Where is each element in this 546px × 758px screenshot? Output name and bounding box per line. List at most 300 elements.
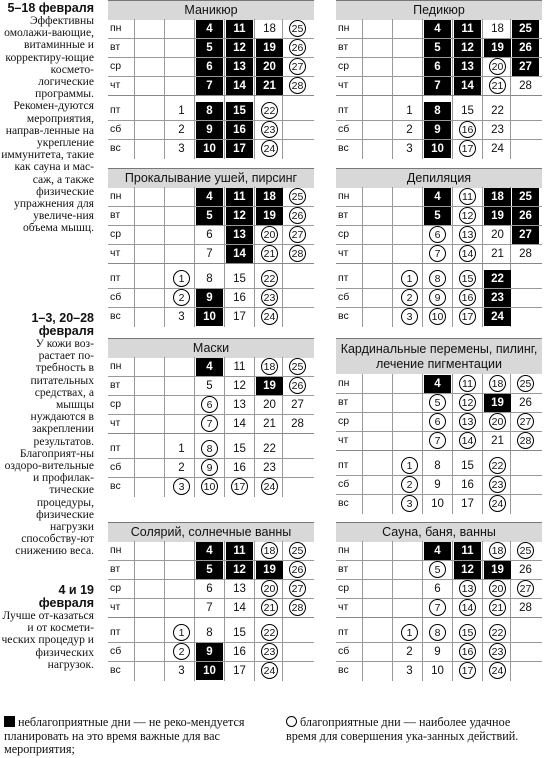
day-number: 8 bbox=[206, 627, 213, 639]
day-number: 24 bbox=[489, 495, 506, 512]
day-unfavorable bbox=[226, 121, 253, 139]
weekday-label: чт bbox=[338, 601, 349, 613]
day-number: 9 bbox=[434, 124, 441, 136]
circle-icon bbox=[286, 716, 297, 727]
day-number: 18 bbox=[263, 23, 276, 35]
week-row bbox=[108, 642, 314, 661]
day-number: 23 bbox=[491, 292, 504, 304]
day-number: 3 bbox=[406, 143, 413, 155]
weekday-label: пн bbox=[110, 22, 122, 34]
panel-title: Солярий, солнечные ванны bbox=[108, 522, 314, 542]
day-number: 24 bbox=[491, 143, 504, 155]
day-unfavorable bbox=[424, 58, 451, 76]
day-number: 12 bbox=[459, 394, 476, 411]
day-number: 7 bbox=[434, 80, 441, 92]
week-row bbox=[108, 458, 314, 477]
day-number: 20 bbox=[489, 413, 506, 430]
day-number: 9 bbox=[206, 124, 213, 136]
day-number: 17 bbox=[459, 662, 476, 679]
day-favorable bbox=[396, 457, 423, 475]
day-number: 26 bbox=[519, 564, 532, 576]
week-row bbox=[108, 357, 314, 376]
day-number: 8 bbox=[429, 270, 446, 287]
day-neutral bbox=[256, 20, 283, 38]
day-favorable bbox=[484, 58, 511, 76]
day-number: 5 bbox=[206, 210, 213, 222]
weekday-label: пн bbox=[338, 544, 350, 556]
week-row bbox=[108, 560, 314, 579]
day-number: 21 bbox=[491, 435, 504, 447]
day-number: 10 bbox=[431, 498, 444, 510]
week-row bbox=[108, 307, 314, 326]
day-number: 23 bbox=[261, 289, 278, 306]
day-number: 18 bbox=[261, 358, 278, 375]
day-favorable bbox=[196, 396, 223, 414]
week-row bbox=[108, 101, 314, 120]
day-unfavorable bbox=[454, 20, 481, 38]
day-unfavorable bbox=[226, 245, 253, 263]
black-square-icon bbox=[4, 716, 15, 727]
day-neutral bbox=[424, 580, 451, 598]
day-number: 13 bbox=[233, 399, 246, 411]
day-favorable bbox=[454, 226, 481, 244]
week-row bbox=[108, 661, 314, 680]
day-number: 3 bbox=[173, 478, 190, 495]
panel-title: Прокалывание ушей, пирсинг bbox=[108, 168, 314, 188]
day-neutral bbox=[454, 495, 481, 513]
day-number: 10 bbox=[203, 143, 216, 155]
day-number: 8 bbox=[434, 460, 441, 472]
day-unfavorable bbox=[196, 542, 223, 560]
day-number: 27 bbox=[519, 61, 532, 73]
day-favorable bbox=[454, 121, 481, 139]
day-number: 3 bbox=[406, 665, 413, 677]
day-favorable bbox=[196, 440, 223, 458]
day-number: 28 bbox=[289, 245, 306, 262]
day-number: 11 bbox=[459, 188, 476, 205]
day-favorable bbox=[424, 394, 451, 412]
day-number: 28 bbox=[519, 248, 532, 260]
day-number: 6 bbox=[206, 229, 213, 241]
day-neutral bbox=[256, 440, 283, 458]
week-row bbox=[336, 269, 542, 288]
week-row bbox=[336, 38, 542, 57]
day-neutral bbox=[396, 102, 423, 120]
weekday-label: пт bbox=[338, 272, 349, 284]
day-number: 20 bbox=[263, 61, 276, 73]
weekday-label: вт bbox=[338, 563, 349, 575]
day-neutral bbox=[196, 226, 223, 244]
panel-title: Сауна, баня, ванны bbox=[336, 522, 542, 542]
day-favorable bbox=[454, 375, 481, 393]
day-number: 14 bbox=[459, 245, 476, 262]
week-row bbox=[108, 598, 314, 617]
day-favorable bbox=[168, 289, 195, 307]
day-unfavorable bbox=[484, 561, 511, 579]
weekday-label: вт bbox=[110, 563, 121, 575]
day-neutral bbox=[256, 415, 283, 433]
day-number: 16 bbox=[459, 643, 476, 660]
day-number: 25 bbox=[289, 358, 306, 375]
day-unfavorable bbox=[484, 188, 511, 206]
day-number: 1 bbox=[178, 105, 185, 117]
day-number: 11 bbox=[461, 23, 474, 35]
day-number: 14 bbox=[233, 418, 246, 430]
day-number: 19 bbox=[491, 564, 504, 576]
day-number: 10 bbox=[201, 478, 218, 495]
day-number: 9 bbox=[206, 646, 213, 658]
day-unfavorable bbox=[196, 102, 223, 120]
day-number: 23 bbox=[489, 476, 506, 493]
note-block bbox=[0, 584, 94, 671]
week-row bbox=[108, 579, 314, 598]
legend-good bbox=[286, 716, 542, 743]
day-unfavorable bbox=[226, 561, 253, 579]
day-number: 15 bbox=[233, 105, 246, 117]
note-text: У кожи воз-растает по-требность в питательных средствах, а мышцы нуждаются в закреплении результатов. Благоприят-ны оздоро-вительные и профилак-тические процедуры, физические нагрузки способству-ют снижению веса. bbox=[4, 337, 94, 558]
day-number: 15 bbox=[233, 443, 246, 455]
day-unfavorable bbox=[484, 207, 511, 225]
day-number: 21 bbox=[489, 599, 506, 616]
day-favorable bbox=[256, 358, 283, 376]
day-neutral bbox=[168, 440, 195, 458]
weekday-label: пт bbox=[338, 626, 349, 638]
week-row bbox=[336, 598, 542, 617]
day-number: 28 bbox=[289, 599, 306, 616]
day-number: 22 bbox=[491, 105, 504, 117]
day-number: 21 bbox=[261, 599, 278, 616]
day-number: 27 bbox=[519, 229, 532, 241]
day-number: 5 bbox=[206, 564, 213, 576]
day-neutral bbox=[226, 440, 253, 458]
day-favorable bbox=[396, 289, 423, 307]
legend-bad bbox=[4, 716, 272, 757]
weekday-label: ср bbox=[338, 60, 350, 72]
day-favorable bbox=[256, 643, 283, 661]
week-row bbox=[336, 431, 542, 450]
day-favorable bbox=[284, 226, 311, 244]
day-number: 20 bbox=[489, 58, 506, 75]
day-number: 1 bbox=[401, 270, 418, 287]
week-row bbox=[108, 19, 314, 38]
day-unfavorable bbox=[256, 39, 283, 57]
day-number: 11 bbox=[461, 545, 474, 557]
day-number: 25 bbox=[517, 542, 534, 559]
day-number: 11 bbox=[233, 191, 246, 203]
week-row bbox=[336, 206, 542, 225]
day-favorable bbox=[256, 140, 283, 158]
day-neutral bbox=[226, 415, 253, 433]
day-unfavorable bbox=[454, 542, 481, 560]
day-number: 16 bbox=[233, 462, 246, 474]
day-number: 7 bbox=[429, 245, 446, 262]
day-number: 5 bbox=[434, 42, 441, 54]
row-divider bbox=[336, 450, 542, 451]
week-row bbox=[108, 120, 314, 139]
note-text: Лучше от-казаться и от космети-ческих процедур и физических нагрузок. bbox=[1, 609, 94, 671]
day-neutral bbox=[196, 599, 223, 617]
week-row bbox=[108, 187, 314, 206]
day-neutral bbox=[512, 394, 539, 412]
day-neutral bbox=[284, 396, 311, 414]
day-unfavorable bbox=[196, 39, 223, 57]
day-number: 16 bbox=[459, 289, 476, 306]
panel-title: Кардинальные перемены, пилинг, лечение пигментации bbox=[336, 338, 542, 374]
day-unfavorable bbox=[196, 308, 223, 326]
day-number: 4 bbox=[434, 545, 441, 557]
week-row bbox=[336, 120, 542, 139]
day-number: 21 bbox=[491, 248, 504, 260]
note-dates: 4 и 19 февраля bbox=[38, 583, 94, 610]
day-number: 3 bbox=[401, 495, 418, 512]
day-favorable bbox=[454, 599, 481, 617]
weekday-label: пн bbox=[110, 360, 122, 372]
day-favorable bbox=[256, 121, 283, 139]
day-number: 15 bbox=[461, 105, 474, 117]
weekday-label: вт bbox=[110, 379, 121, 391]
day-unfavorable bbox=[424, 77, 451, 95]
day-number: 21 bbox=[263, 80, 276, 92]
day-neutral bbox=[168, 121, 195, 139]
day-number: 2 bbox=[178, 462, 185, 474]
day-number: 6 bbox=[429, 226, 446, 243]
day-number: 2 bbox=[406, 124, 413, 136]
day-favorable bbox=[256, 226, 283, 244]
week-row bbox=[336, 642, 542, 661]
panel-title: Педикюр bbox=[336, 0, 542, 20]
day-number: 15 bbox=[459, 270, 476, 287]
day-favorable bbox=[454, 413, 481, 431]
day-favorable bbox=[484, 413, 511, 431]
day-favorable bbox=[424, 599, 451, 617]
day-favorable bbox=[284, 245, 311, 263]
day-number: 5 bbox=[434, 210, 441, 222]
week-row bbox=[336, 560, 542, 579]
day-neutral bbox=[226, 289, 253, 307]
day-favorable bbox=[226, 478, 253, 496]
day-number: 25 bbox=[289, 188, 306, 205]
day-number: 27 bbox=[517, 580, 534, 597]
weekday-label: сб bbox=[110, 291, 122, 303]
panel-title: Маски bbox=[108, 338, 314, 358]
weekday-label: вс bbox=[110, 310, 121, 322]
day-favorable bbox=[284, 358, 311, 376]
day-number: 2 bbox=[178, 124, 185, 136]
day-number: 13 bbox=[233, 583, 246, 595]
day-number: 26 bbox=[519, 42, 532, 54]
day-number: 28 bbox=[291, 418, 304, 430]
day-number: 20 bbox=[261, 580, 278, 597]
day-favorable bbox=[256, 270, 283, 288]
day-number: 17 bbox=[461, 498, 474, 510]
weekday-label: пт bbox=[338, 104, 349, 116]
day-neutral bbox=[484, 121, 511, 139]
day-number: 1 bbox=[401, 624, 418, 641]
day-number: 4 bbox=[434, 378, 441, 390]
day-number: 23 bbox=[263, 462, 276, 474]
day-unfavorable bbox=[512, 39, 539, 57]
day-number: 22 bbox=[489, 457, 506, 474]
day-unfavorable bbox=[196, 188, 223, 206]
day-number: 14 bbox=[459, 599, 476, 616]
day-number: 10 bbox=[431, 665, 444, 677]
day-number: 15 bbox=[233, 627, 246, 639]
day-favorable bbox=[168, 478, 195, 496]
day-neutral bbox=[226, 358, 253, 376]
day-neutral bbox=[484, 432, 511, 450]
day-unfavorable bbox=[424, 39, 451, 57]
day-number: 12 bbox=[461, 564, 474, 576]
day-number: 12 bbox=[233, 564, 246, 576]
day-favorable bbox=[284, 20, 311, 38]
day-number: 27 bbox=[289, 580, 306, 597]
day-number: 6 bbox=[201, 396, 218, 413]
week-row bbox=[108, 477, 314, 496]
week-row bbox=[108, 225, 314, 244]
day-number: 23 bbox=[489, 643, 506, 660]
day-unfavorable bbox=[454, 561, 481, 579]
weekday-label: ср bbox=[338, 228, 350, 240]
day-number: 13 bbox=[459, 226, 476, 243]
day-number: 7 bbox=[429, 432, 446, 449]
day-number: 6 bbox=[429, 413, 446, 430]
day-neutral bbox=[396, 121, 423, 139]
day-neutral bbox=[284, 415, 311, 433]
day-favorable bbox=[454, 289, 481, 307]
weekday-label: ср bbox=[338, 415, 350, 427]
day-favorable bbox=[512, 580, 539, 598]
day-number: 19 bbox=[263, 380, 276, 392]
day-number: 2 bbox=[173, 643, 190, 660]
day-favorable bbox=[512, 375, 539, 393]
legend-good-text: благоприятные дни — наиболее удачное время для совершения ука-занных действий. bbox=[286, 715, 519, 743]
day-favorable bbox=[484, 542, 511, 560]
week-row bbox=[108, 541, 314, 560]
note-dates: 5–18 февраля bbox=[7, 1, 94, 15]
week-row bbox=[336, 76, 542, 95]
day-favorable bbox=[256, 624, 283, 642]
day-number: 7 bbox=[201, 415, 218, 432]
weekday-label: вт bbox=[338, 396, 349, 408]
day-unfavorable bbox=[424, 188, 451, 206]
day-favorable bbox=[284, 580, 311, 598]
week-row bbox=[336, 456, 542, 475]
day-favorable bbox=[396, 624, 423, 642]
week-row bbox=[108, 395, 314, 414]
day-favorable bbox=[512, 413, 539, 431]
day-number: 4 bbox=[206, 23, 213, 35]
day-number: 25 bbox=[289, 542, 306, 559]
day-number: 24 bbox=[261, 308, 278, 325]
day-number: 12 bbox=[233, 210, 246, 222]
day-unfavorable bbox=[196, 140, 223, 158]
day-neutral bbox=[196, 245, 223, 263]
weekday-label: пн bbox=[338, 22, 350, 34]
day-unfavorable bbox=[226, 77, 253, 95]
day-number: 1 bbox=[406, 105, 413, 117]
note-block bbox=[0, 312, 94, 558]
weekday-label: вт bbox=[110, 41, 121, 53]
day-neutral bbox=[424, 495, 451, 513]
day-favorable bbox=[454, 308, 481, 326]
weekday-label: чт bbox=[110, 247, 121, 259]
weekday-label: сб bbox=[110, 645, 122, 657]
day-favorable bbox=[256, 102, 283, 120]
day-number: 12 bbox=[233, 42, 246, 54]
day-number: 11 bbox=[233, 23, 246, 35]
day-neutral bbox=[168, 459, 195, 477]
day-neutral bbox=[424, 457, 451, 475]
day-number: 24 bbox=[261, 478, 278, 495]
day-neutral bbox=[226, 308, 253, 326]
day-favorable bbox=[454, 140, 481, 158]
day-favorable bbox=[512, 432, 539, 450]
day-number: 1 bbox=[401, 457, 418, 474]
day-favorable bbox=[454, 188, 481, 206]
day-number: 23 bbox=[491, 124, 504, 136]
weekday-label: вс bbox=[110, 664, 121, 676]
day-number: 19 bbox=[263, 42, 276, 54]
day-unfavorable bbox=[226, 39, 253, 57]
day-unfavorable bbox=[196, 58, 223, 76]
row-divider bbox=[336, 263, 542, 264]
day-unfavorable bbox=[484, 394, 511, 412]
day-neutral bbox=[168, 102, 195, 120]
day-neutral bbox=[226, 599, 253, 617]
day-number: 27 bbox=[517, 413, 534, 430]
note-text: Эффективны омолажи-вающие, витаминные и корректиру-ющие космето-логические программы. Рекомен-дуются мероприятия, направ-ленные на укрепление иммунитета, такие как сауна и мас-саж, а также физические упражнения для увеличе-ния объема мышц. bbox=[1, 14, 94, 235]
week-row bbox=[336, 19, 542, 38]
day-favorable bbox=[512, 542, 539, 560]
day-neutral bbox=[168, 662, 195, 680]
week-row bbox=[108, 206, 314, 225]
day-neutral bbox=[196, 377, 223, 395]
day-number: 18 bbox=[489, 375, 506, 392]
day-favorable bbox=[256, 245, 283, 263]
day-favorable bbox=[284, 58, 311, 76]
day-number: 10 bbox=[429, 308, 446, 325]
day-favorable bbox=[168, 270, 195, 288]
row-divider bbox=[108, 617, 314, 618]
day-favorable bbox=[256, 599, 283, 617]
weekday-label: ср bbox=[110, 228, 122, 240]
day-number: 25 bbox=[519, 23, 532, 35]
day-favorable bbox=[284, 77, 311, 95]
day-unfavorable bbox=[196, 207, 223, 225]
day-favorable bbox=[284, 39, 311, 57]
note-block bbox=[0, 2, 94, 235]
day-number: 26 bbox=[289, 377, 306, 394]
day-unfavorable bbox=[196, 561, 223, 579]
day-unfavorable bbox=[424, 140, 451, 158]
day-favorable bbox=[256, 289, 283, 307]
day-unfavorable bbox=[484, 39, 511, 57]
day-neutral bbox=[512, 77, 539, 95]
week-row bbox=[336, 661, 542, 680]
day-unfavorable bbox=[256, 188, 283, 206]
day-favorable bbox=[196, 459, 223, 477]
week-row bbox=[336, 494, 542, 513]
day-unfavorable bbox=[226, 20, 253, 38]
day-number: 16 bbox=[461, 479, 474, 491]
day-number: 18 bbox=[261, 542, 278, 559]
day-unfavorable bbox=[196, 662, 223, 680]
week-row bbox=[108, 439, 314, 458]
day-favorable bbox=[396, 476, 423, 494]
day-neutral bbox=[226, 396, 253, 414]
weekday-label: сб bbox=[110, 123, 122, 135]
day-number: 22 bbox=[489, 624, 506, 641]
